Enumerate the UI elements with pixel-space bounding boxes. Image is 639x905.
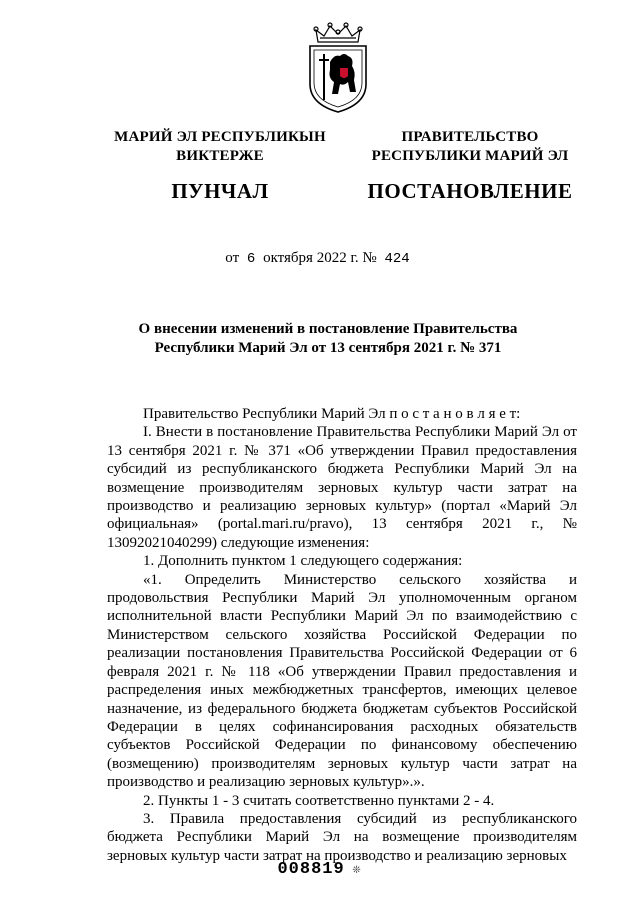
document-title [108,320,548,358]
date-month-year: октября 2022 г. № [263,250,377,266]
coat-of-arms-icon [300,22,376,114]
paragraph: Правительство Республики Марий Эл п о с т а н о в л я е т: [143,406,521,422]
header-left-doc-type: ПУНЧАЛ [171,179,269,203]
paragraph: I. Внести в постановление Правительства Республики Марий Эл от 13 сентября 2021 г. № 371 «Об утверждении Правил предоставления субсидий из республиканского бюджета Республики Марий Эл на возмещение производителям зерновых культур части затрат на производство и реализацию зерновых культур» (портал «Марий Эл официальная» (portal.mari.ru/pravo), 13 сентября 2021 г., № 13092021040299) следующие изменения: [107,424,577,551]
header-left-line1: МАРИЙ ЭЛ РЕСПУБЛИКЫН [114,129,326,145]
paragraph: 2. Пункты 1 - 3 считать соответственно пунктами 2 - 4. [143,792,495,809]
star-icon: ❊ [352,862,362,877]
header-right-block [355,128,585,204]
title-line1: О внесении изменений в постановление Правительства [138,321,518,337]
paragraph: 1. Дополнить пунктом 1 следующего содержания: [143,553,463,570]
form-serial-number [0,860,639,879]
header-left-block [95,128,345,204]
title-line2: Республики Марий Эл от 13 сентября 2021 г. № 371 [154,340,502,356]
serial-value: 008819 [277,860,345,879]
date-day: 6 [246,251,256,267]
document-number: 424 [384,251,410,267]
document-date [0,250,639,267]
header-right-line1: ПРАВИТЕЛЬСТВО [401,129,539,145]
paragraph: «1. Определить Министерство сельского хозяйства и продовольствия Республики Марий Эл уполномоченным органом исполнительной власти Республики Марий Эл по взаимодействию с Министерством сельского хозяйства Российской Федерации по реализации постановления Правительства Российской Федерации от 6 февраля 2021 г. № 118 «Об утверждении Правил предоставления и распределения иных межбюджетных трансфертов, имеющих целевое назначение, из федерального бюджета бюджетам субъектов Российской Федерации в целях софинансирования расходных обязательств субъектов Российской Федерации по финансовому обеспечению (возмещению) производителям зерновых культур части затрат на производство и реализацию зерновых культур».». [107,571,577,791]
paragraph: 3. Правила предоставления субсидий из республиканского бюджета Республики Марий Эл на возмещение производителям зерновых культур части затрат на производство и реализацию зерновых [107,810,577,864]
header-right-doc-type: ПОСТАНОВЛЕНИЕ [367,179,573,203]
header-left-line2: ВИКТЕРЖЕ [176,148,264,164]
document-body [107,405,577,865]
date-prefix: от [225,250,240,266]
header-right-line2: РЕСПУБЛИКИ МАРИЙ ЭЛ [371,148,569,164]
